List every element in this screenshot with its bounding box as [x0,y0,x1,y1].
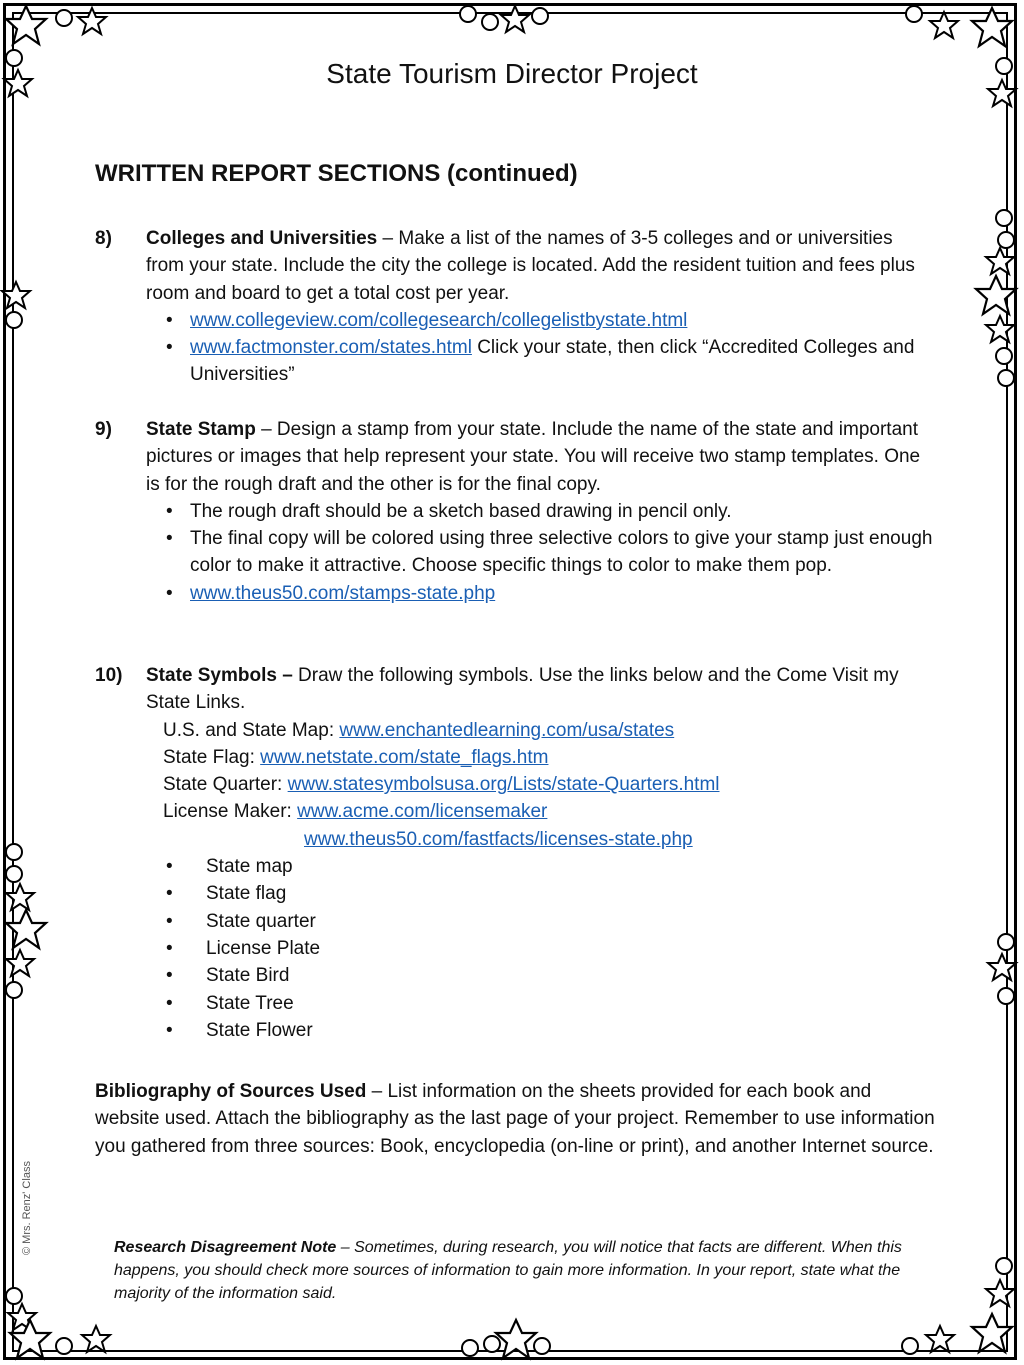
item-heading: State Symbols – [146,665,293,686]
list-item: • State flag [146,880,935,907]
item-text: Draw the following symbols. Use the links below and the Come Visit my State Links. [146,665,899,714]
theus50-stamps-link[interactable]: www.theus50.com/stamps-state.php [190,582,496,604]
license-line-2 [146,826,935,853]
flag-line [146,744,935,771]
list-item: • State quarter [146,908,935,935]
item-number: 8) [95,228,112,249]
bibliography-heading: Bibliography of Sources Used [95,1081,367,1102]
item-description [146,662,935,717]
section-heading: WRITTEN REPORT SECTIONS (continued) [95,160,578,187]
list-item: • State Tree [146,990,935,1017]
bibliography-section [95,1078,935,1160]
enchantedlearning-link[interactable]: www.enchantedlearning.com/usa/states [339,719,675,741]
list-item [146,307,935,334]
item-body [146,662,935,1044]
copyright-text: © Mrs. Renz' Class [21,1161,33,1255]
map-label: U.S. and State Map: [163,719,340,741]
item-body [146,225,935,389]
item-description [146,225,935,307]
item-body [146,416,935,607]
list-item: • License Plate [146,935,935,962]
theus50-licenses-link[interactable]: www.theus50.com/fastfacts/licenses-state.php [304,828,693,850]
link-list [146,307,935,389]
quarter-label: State Quarter: [163,774,288,796]
license-label: License Maker: [163,801,298,823]
report-item-stamp [95,416,935,607]
item-text: – Design a stamp from your state. Include the name of the state and important pictures or images that help represent your state. You will receive two stamp templates. One is for the rough draft and the other is for the final copy. [146,419,921,495]
list-item [146,334,935,389]
list-item: • The rough draft should be a sketch based drawing in pencil only. [146,498,935,525]
list-item: • State map [146,853,935,880]
note-text: – Sometimes, during research, you will notice that facts are different. When this happens, you should check more sources of information to gain more information. In your report, state what the majority of the information said. [114,1239,902,1302]
research-note [114,1236,934,1305]
symbol-list [146,853,935,1044]
map-line [146,717,935,744]
flag-label: State Flag: [163,746,261,768]
list-item [146,580,935,607]
item-heading: State Stamp [146,419,256,440]
report-item-symbols [95,662,935,1044]
acme-licensemaker-link[interactable]: www.acme.com/licensemaker [297,801,548,823]
factmonster-link[interactable]: www.factmonster.com/states.html [190,337,472,359]
list-item: • The final copy will be colored using three selective colors to give your stamp just enough color to make it attractive. Choose specific things to color to make them pop. [146,525,935,580]
note-heading: Research Disagreement Note [114,1239,337,1256]
list-item: • State Bird [146,962,935,989]
bullet-list [146,498,935,607]
statesymbolsusa-link[interactable]: www.statesymbolsusa.org/Lists/state-Quarters.html [287,774,720,796]
item-number: 9) [95,419,112,440]
item-number: 10) [95,665,123,686]
item-text: – Make a list of the names of 3-5 colleges and or universities from your state. Include the city the college is located. Add the resident tuition and fees plus room and board to get a total cost per year. [146,228,915,304]
link-note: Click your state, then click “Accredited Colleges and Universities” [190,337,915,386]
quarter-line [146,771,935,798]
item-description [146,416,935,498]
page-title: State Tourism Director Project [326,58,698,89]
collegeview-link[interactable]: www.collegeview.com/collegesearch/collegelistbystate.html [190,309,688,331]
license-line [146,798,935,825]
netstate-link[interactable]: www.netstate.com/state_flags.htm [260,746,549,768]
report-item-colleges [95,225,935,389]
list-item: • State Flower [146,1017,935,1044]
bibliography-text: – List information on the sheets provided for each book and website used. Attach the bibliography as the last page of your project. Remember to use information you gathered from three sources: Book, encyclopedia (on-line or print), and another Internet source. [95,1081,935,1157]
item-heading: Colleges and Universities [146,228,378,249]
